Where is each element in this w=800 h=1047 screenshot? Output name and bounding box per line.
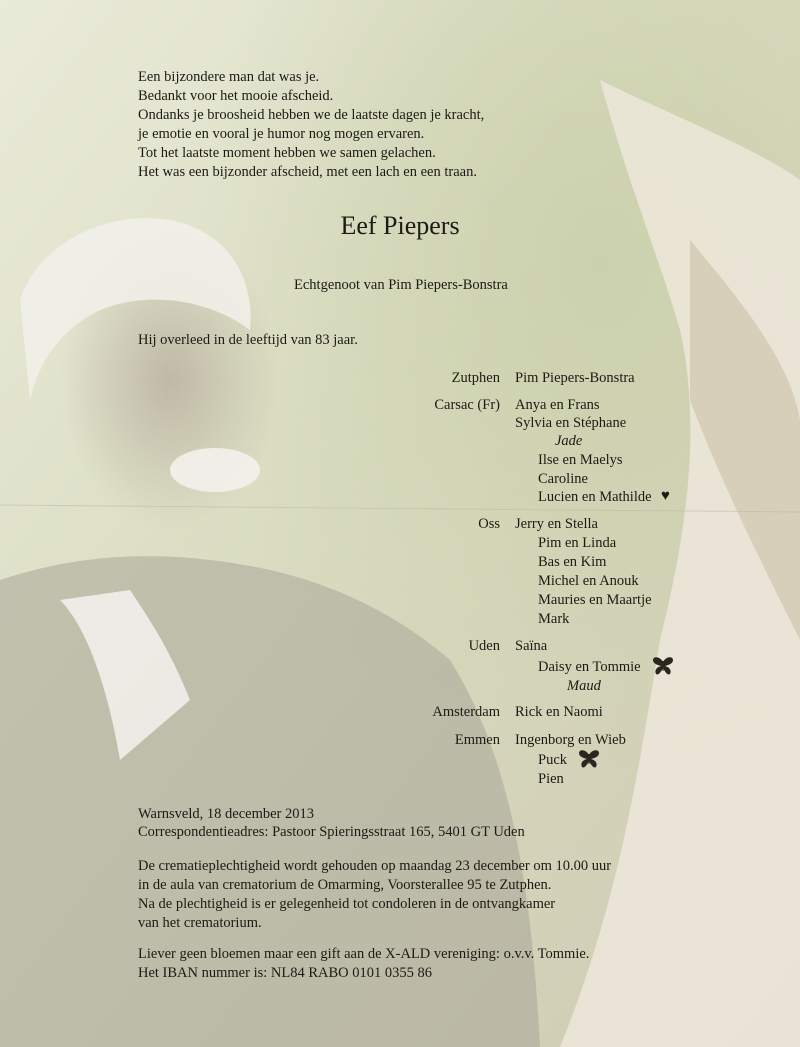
poem-line: Een bijzondere man dat was je.: [138, 69, 320, 85]
place-label: Uden: [468, 638, 500, 654]
family-name: Pim en Linda: [538, 535, 617, 551]
family-name: Pim Piepers-Bonstra: [515, 370, 635, 386]
family-name: Mauries en Maartje: [538, 592, 652, 608]
deceased-name: Eef Piepers: [340, 211, 460, 240]
donation-line: Liever geen bloemen maar een gift aan de X-ALD vereniging: o.v.v. Tommie.: [138, 946, 590, 962]
age-line: Hij overleed in de leeftijd van 83 jaar.: [138, 332, 358, 348]
place-label: Carsac (Fr): [434, 397, 500, 413]
family-name: Caroline: [538, 471, 588, 487]
place-label: Oss: [478, 516, 500, 532]
family-name: Bas en Kim: [538, 554, 607, 570]
family-name: Jerry en Stella: [515, 516, 598, 532]
ceremony-line: van het crematorium.: [138, 915, 262, 931]
butterfly-icon: [652, 656, 674, 676]
family-name: Daisy en Tommie: [538, 659, 641, 675]
grandchild-name: Maud: [567, 678, 601, 694]
donation-line: Het IBAN nummer is: NL84 RABO 0101 0355 86: [138, 965, 433, 981]
poem-line: je emotie en vooral je humor nog mogen ervaren.: [138, 126, 425, 142]
poem-line: Bedankt voor het mooie afscheid.: [138, 88, 334, 104]
grandchild-name: Jade: [555, 433, 583, 449]
spouse-line: Echtgenoot van Pim Piepers-Bonstra: [294, 277, 508, 293]
ceremony-line: De crematieplechtigheid wordt gehouden op maandag 23 december om 10.00 uur: [138, 858, 612, 874]
family-name: Saïna: [515, 638, 548, 654]
family-name: Sylvia en Stéphane: [515, 415, 627, 431]
family-name: Rick en Naomi: [515, 704, 603, 720]
poem-line: Tot het laatste moment hebben we samen gelachen.: [138, 145, 436, 161]
place-label: Emmen: [454, 732, 500, 748]
family-name: Ingenborg en Wieb: [515, 732, 626, 748]
address-line: Correspondentieadres: Pastoor Spieringsstraat 165, 5401 GT Uden: [138, 824, 525, 840]
family-name: Anya en Frans: [515, 397, 600, 413]
ceremony-line: Na de plechtigheid is er gelegenheid tot condoleren in de ontvangkamer: [138, 896, 556, 912]
family-name: Pien: [538, 771, 564, 787]
heart-icon: ♥: [661, 488, 670, 504]
place-label: Zutphen: [451, 370, 500, 386]
ceremony-line: in de aula van crematorium de Omarming, Voorsterallee 95 te Zutphen.: [138, 877, 552, 893]
family-name: Ilse en Maelys: [538, 452, 623, 468]
family-name: Puck: [538, 752, 567, 768]
butterfly-icon: [578, 749, 600, 769]
poem-line: Ondanks je broosheid hebben we de laatste dagen je kracht,: [138, 107, 485, 123]
poem-line: Het was een bijzonder afscheid, met een lach en een traan.: [138, 164, 477, 180]
family-name: Michel en Anouk: [538, 573, 639, 589]
place-label: Amsterdam: [432, 704, 500, 720]
family-name: Mark: [538, 611, 570, 627]
family-name: Lucien en Mathilde: [538, 489, 652, 505]
date-line: Warnsveld, 18 december 2013: [138, 806, 314, 822]
